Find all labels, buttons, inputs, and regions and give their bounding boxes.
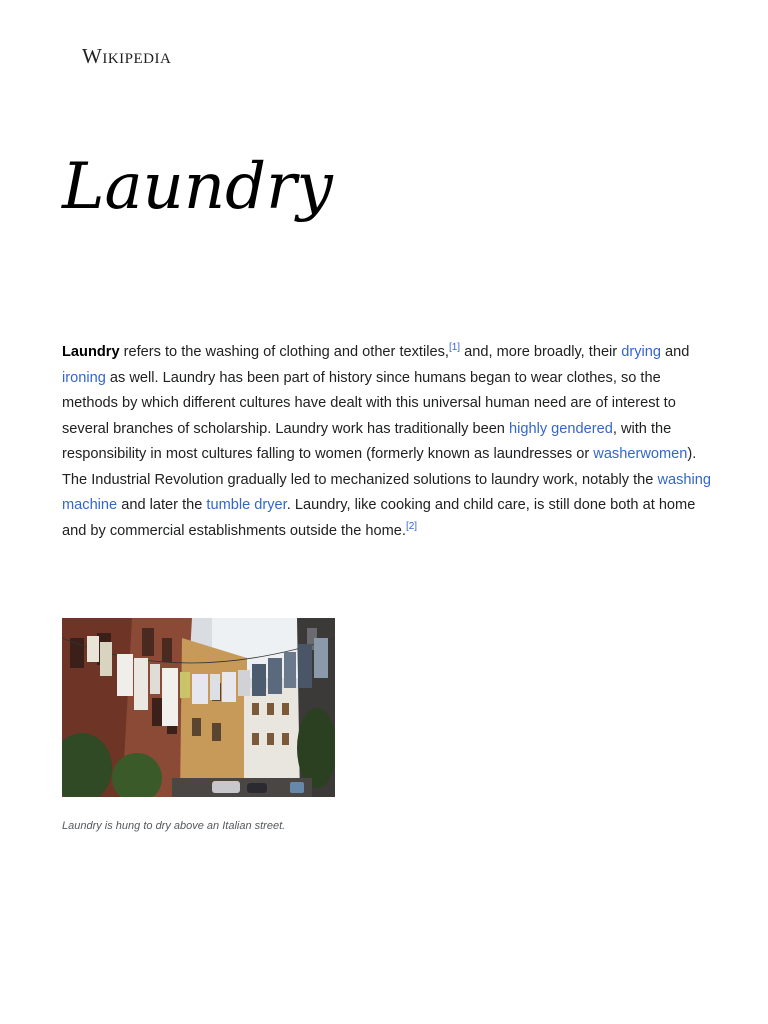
washerwomen-link[interactable]: washerwomen bbox=[593, 446, 688, 462]
lead-term: Laundry bbox=[62, 344, 120, 360]
lead-text: refers to the washing of clothing and other textiles, bbox=[119, 344, 449, 360]
highly-gendered-link[interactable]: highly gendered bbox=[508, 420, 613, 437]
reference-1-link[interactable]: [1] bbox=[448, 342, 461, 354]
drying-link[interactable]: drying bbox=[621, 344, 661, 360]
lead-paragraph bbox=[62, 340, 712, 544]
lead-text: and bbox=[660, 344, 690, 360]
wikipedia-wordmark[interactable]: Wikipedia bbox=[82, 44, 172, 68]
tumble-dryer-link[interactable]: tumble dryer bbox=[206, 497, 287, 513]
lead-text: as well. Laundry has been part of history since humans began to wear clothes, so the methods by which different cultures have dealt with this universal human need are of interest to several branches of scholarship. Laundry work has traditionally been bbox=[62, 369, 676, 437]
lead-text: , with the responsibility in most cultures falling to women (formerly known as laundresses or bbox=[62, 420, 672, 462]
lead-text: . Laundry, like cooking and child care, is still done both at home and by commercial establishments outside the home. bbox=[62, 497, 696, 539]
lead-text: ). The Industrial Revolution gradually led to mechanized solutions to laundry work, notably the bbox=[62, 446, 697, 488]
washing-machine-link[interactable]: washing machine bbox=[62, 471, 711, 513]
reference-2-link[interactable]: [2] bbox=[405, 520, 418, 532]
page-title: Laundry bbox=[62, 150, 333, 224]
lead-text: and later the bbox=[117, 497, 207, 513]
laundry-street-image bbox=[62, 618, 335, 797]
ironing-link[interactable]: ironing bbox=[62, 369, 106, 386]
laundry-street-photo[interactable] bbox=[62, 618, 335, 797]
lead-text: and, more broadly, their bbox=[460, 344, 622, 360]
figure-caption: Laundry is hung to dry above an Italian street. bbox=[62, 820, 286, 832]
